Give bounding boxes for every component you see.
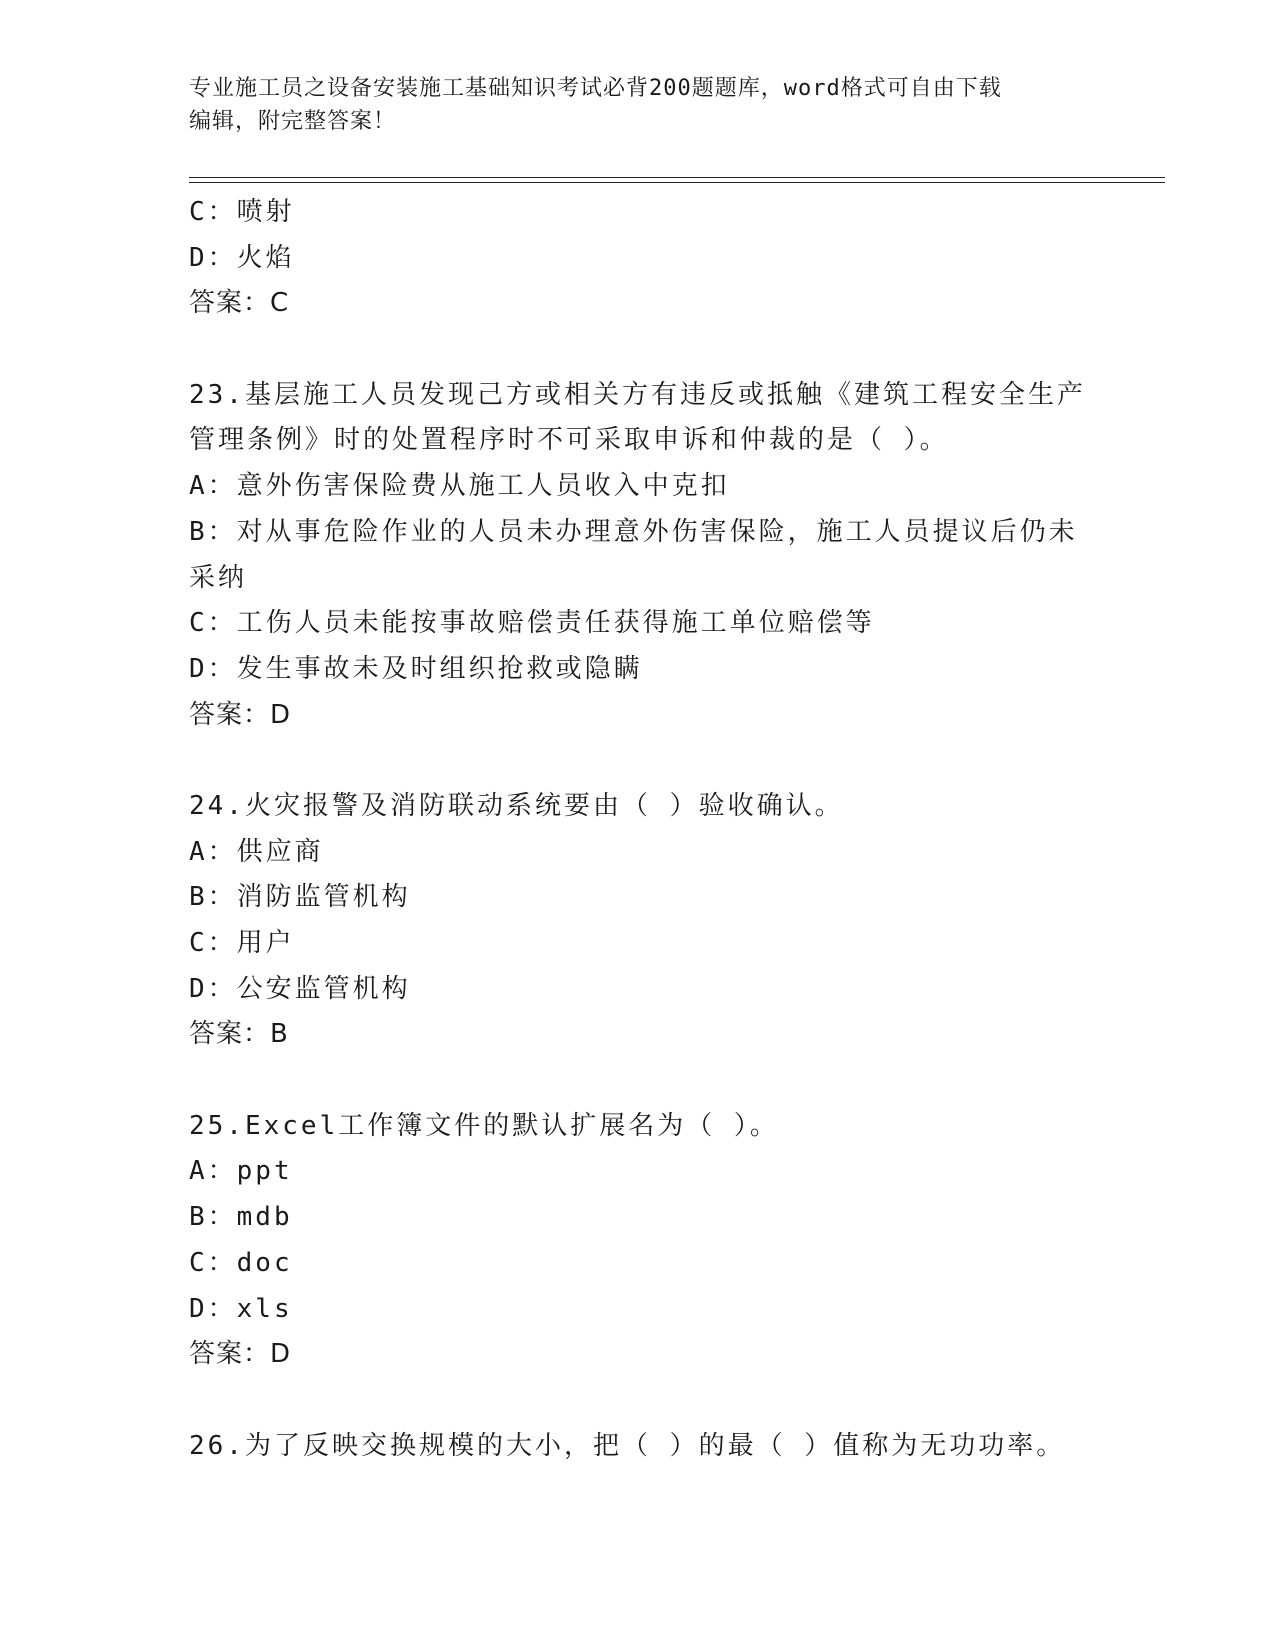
- spacer: [189, 738, 1089, 784]
- header-title-line-1: 专业施工员之设备安装施工基础知识考试必背200题题库，word格式可自由下载: [189, 76, 1002, 101]
- option-b-continued: 采纳: [189, 562, 248, 593]
- option-d: D：公安监管机构: [189, 973, 411, 1004]
- spacer: [189, 1058, 1089, 1104]
- question-23: [189, 373, 1089, 739]
- option-b: B：消防监管机构: [189, 882, 411, 913]
- spacer: [189, 1378, 1089, 1424]
- answer: 答案：C: [189, 288, 290, 319]
- option-a: A：意外伤害保险费从施工人员收入中克扣: [189, 471, 730, 502]
- question-22-tail: [189, 190, 1089, 327]
- option-d: D：火焰: [189, 242, 295, 273]
- option-c: C：喷射: [189, 197, 295, 227]
- option-b: B：对从事危险作业的人员未办理意外伤害保险，施工人员提议后仍未: [189, 516, 1078, 547]
- document-body: [189, 190, 1089, 1469]
- question-25: [189, 1104, 1089, 1378]
- question-stem: 26.为了反映交换规模的大小，把（ ）的最（ ）值称为无功功率。: [189, 1430, 1066, 1461]
- question-26: [189, 1424, 1089, 1470]
- option-b: B：mdb: [189, 1202, 293, 1233]
- answer: 答案：D: [189, 699, 292, 730]
- header-title-line-2: 编辑，附完整答案！: [189, 109, 397, 134]
- question-stem: 25.Excel工作簿文件的默认扩展名为（ ）。: [189, 1110, 779, 1141]
- header-divider-bottom: [189, 182, 1165, 183]
- question-stem: 23.基层施工人员发现己方或相关方有违反或抵触《建筑工程安全生产: [189, 379, 1086, 410]
- question-24: [189, 784, 1089, 1058]
- answer: 答案：D: [189, 1339, 292, 1370]
- document-header: [189, 72, 1069, 138]
- question-stem-continued: 管理条例》时的处置程序时不可采取申诉和仲裁的是（ ）。: [189, 425, 949, 456]
- option-d: D：xls: [189, 1293, 293, 1324]
- header-divider-top: [189, 177, 1165, 178]
- answer: 答案：B: [189, 1019, 289, 1050]
- spacer: [189, 327, 1089, 373]
- option-a: A：供应商: [189, 836, 324, 867]
- option-a: A：ppt: [189, 1156, 293, 1187]
- option-c: C：用户: [189, 928, 295, 958]
- question-stem: 24.火灾报警及消防联动系统要由（ ）验收确认。: [189, 790, 844, 821]
- option-d: D：发生事故未及时组织抢救或隐瞒: [189, 653, 643, 684]
- option-c: C：doc: [189, 1247, 293, 1278]
- option-c: C：工伤人员未能按事故赔偿责任获得施工单位赔偿等: [189, 608, 875, 639]
